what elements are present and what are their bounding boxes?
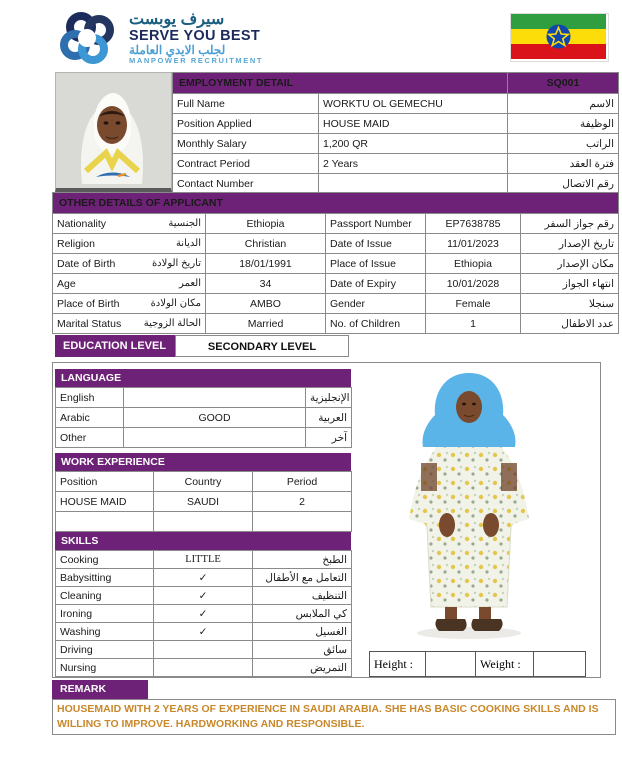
logo-english-title: SERVE YOU BEST [129,27,260,44]
skill-label-arabic: التمريض [253,659,352,677]
field-label: Gender [326,294,426,314]
field-label-arabic: عدد الاطفال [521,314,619,334]
field-label-arabic: الجنسية [168,218,201,229]
skill-value [154,659,253,677]
field-value: Ethiopia [426,254,521,274]
field-label: Date of Issue [326,234,426,254]
field-label-arabic: مكان الإصدار [521,254,619,274]
field-label-arabic: الإنجليزية [306,388,352,408]
language-table [55,387,352,448]
applicant-headshot-photo [55,72,172,192]
field-label-arabic: الاسم [508,94,619,114]
table-row [56,388,352,408]
logo-rings-icon [57,12,121,64]
table-row [56,569,352,587]
employment-title: EMPLOYMENT DETAIL [173,73,508,94]
skill-label-arabic: التنظيف [253,587,352,605]
employment-header-row [173,73,619,94]
skill-value: LITTLE [154,551,253,569]
remark-section-header: REMARK [52,680,148,699]
applicant-full-body-photo [379,367,559,645]
skills-section-header: SKILLS [55,532,351,550]
field-value: EP7638785 [426,214,521,234]
field-value: 11/01/2023 [426,234,521,254]
table-row [56,428,352,448]
field-label: Monthly Salary [173,134,319,154]
height-label: Height : [370,652,426,677]
field-label-arabic: فترة العقد [508,154,619,174]
skill-label: Ironing [56,605,154,623]
field-label: English [56,388,124,408]
table-row [173,174,619,194]
column-header: Position [56,472,154,492]
table-row [53,314,619,334]
work-experience-table [55,471,352,532]
skill-label: Babysitting [56,569,154,587]
field-value: Ethiopia [206,214,326,234]
skill-label-arabic: الغسيل [253,623,352,641]
field-value: AMBO [206,294,326,314]
table-row [53,214,619,234]
table-row [56,641,352,659]
height-weight-table [369,651,586,677]
field-label-arabic: آخر [306,428,352,448]
field-label-arabic: مكان الولادة [150,298,201,309]
work-country [154,512,253,532]
remark-text: HOUSEMAID WITH 2 YEARS OF EXPERIENCE IN SAUDI ARABIA. SHE HAS BASIC COOKING SKILLS AND IS WILLING TO IMPROVE. HARDWORKING AND RESPONSIBLE. [52,699,616,735]
work-experience-section-header: WORK EXPERIENCE [55,453,351,471]
weight-value [534,652,586,677]
field-label: Arabic [56,408,124,428]
field-value: WORKTU OL GEMECHU [319,94,508,114]
agency-logo [57,12,263,64]
table-row [56,408,352,428]
field-value [124,428,306,448]
table-row [56,492,352,512]
field-value: 10/01/2028 [426,274,521,294]
field-label: Place of Birth [57,297,120,310]
field-label: No. of Children [326,314,426,334]
skill-value [154,641,253,659]
table-row [56,512,352,532]
education-level-value: SECONDARY LEVEL [175,335,349,357]
employment-table [172,72,619,194]
other-details-title: OTHER DETAILS OF APPLICANT [53,193,619,214]
field-value: HOUSE MAID [319,114,508,134]
education-level-label: EDUCATION LEVEL [55,335,175,357]
field-label-arabic: العربية [306,408,352,428]
field-value: 18/01/1991 [206,254,326,274]
table-row [56,659,352,677]
field-value: 34 [206,274,326,294]
field-label-arabic: رقم جواز السفر [521,214,619,234]
field-label: Nationality [57,217,107,230]
table-row [56,623,352,641]
field-value: Female [426,294,521,314]
field-label-arabic: تاريخ الولادة [151,258,201,269]
skill-label-arabic: سائق [253,641,352,659]
field-label: Contact Number [173,174,319,194]
field-value: Married [206,314,326,334]
field-value: 2 Years [319,154,508,174]
ethiopia-flag-icon [510,13,609,62]
field-label: Date of Birth [57,257,116,270]
field-value: GOOD [124,408,306,428]
field-value: 1 [426,314,521,334]
field-label-arabic: رقم الاتصال [508,174,619,194]
work-experience-header-row [56,472,352,492]
column-header: Period [253,472,352,492]
column-header: Country [154,472,253,492]
table-row [173,94,619,114]
work-position: HOUSE MAID [56,492,154,512]
field-label: Position Applied [173,114,319,134]
skill-label: Nursing [56,659,154,677]
field-label-arabic: الوظيفة [508,114,619,134]
language-section-header: LANGUAGE [55,369,351,387]
table-row [53,254,619,274]
field-label: Full Name [173,94,319,114]
skill-label: Cleaning [56,587,154,605]
weight-label: Weight : [476,652,534,677]
check-icon: ✓ [154,623,253,641]
table-row [53,294,619,314]
field-label: Passport Number [326,214,426,234]
other-details-header-row [53,193,619,214]
field-label: Age [57,277,76,290]
skills-table [55,550,352,677]
logo-arabic-title: سيرف يوبست [129,11,225,28]
check-icon: ✓ [154,587,253,605]
field-value: 1,200 QR [319,134,508,154]
table-row [173,154,619,174]
table-row [173,114,619,134]
work-period [253,512,352,532]
logo-english-subtitle: MANPOWER RECRUITMENT [129,55,264,65]
work-position [56,512,154,532]
work-period: 2 [253,492,352,512]
employment-code: SQ001 [508,73,619,94]
field-label: Place of Issue [326,254,426,274]
table-row [370,652,586,677]
details-container [52,362,601,678]
field-label: Contract Period [173,154,319,174]
logo-arabic-subtitle: لجلب الايدي العاملة [129,43,226,58]
field-value [319,174,508,194]
field-value [124,388,306,408]
check-icon: ✓ [154,605,253,623]
field-label-arabic: الحالة الزوجية [143,318,201,329]
skill-label-arabic: كي الملابس [253,605,352,623]
table-row [173,134,619,154]
field-label: Marital Status [57,317,122,330]
field-label-arabic: الديانة [175,238,201,249]
table-row [56,587,352,605]
height-value [426,652,476,677]
field-label-arabic: سنجلا [521,294,619,314]
field-label: Date of Expiry [326,274,426,294]
skill-label: Cooking [56,551,154,569]
other-details-table [52,192,619,334]
table-row [53,234,619,254]
table-row [56,551,352,569]
field-value: Christian [206,234,326,254]
field-label: Religion [57,237,95,250]
field-label: Other [56,428,124,448]
field-label-arabic: تاريخ الإصدار [521,234,619,254]
field-label-arabic: الراتب [508,134,619,154]
skill-label: Driving [56,641,154,659]
check-icon: ✓ [154,569,253,587]
work-country: SAUDI [154,492,253,512]
table-row [53,274,619,294]
field-label-arabic: انتهاء الجواز [521,274,619,294]
skill-label-arabic: الطبخ [253,551,352,569]
skill-label: Washing [56,623,154,641]
field-label-arabic: العمر [179,278,201,289]
skill-label-arabic: التعامل مع الأطفال [253,569,352,587]
table-row [56,605,352,623]
